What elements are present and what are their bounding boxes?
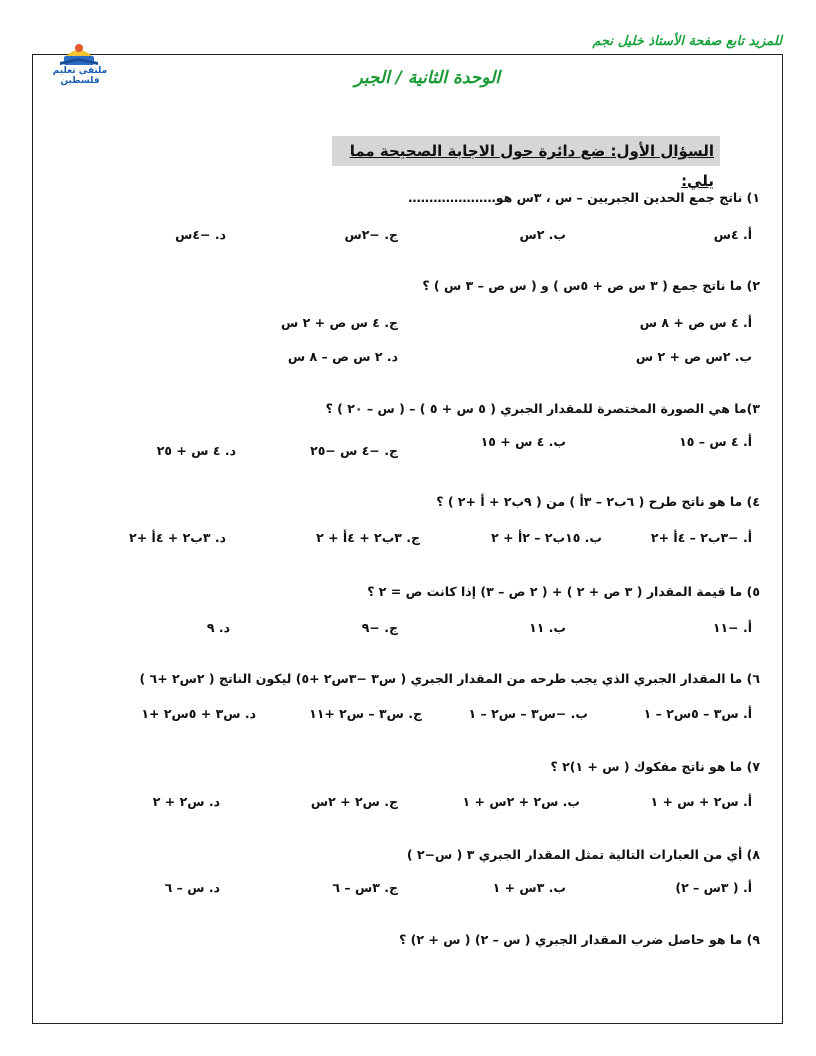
question-5: ٥) ما قيمة المقدار ( ٣ ص + ٢ ) + ( ٢ ص – ٣) إذا كانت ص = ٢ ؟ <box>367 584 760 599</box>
option-q2-c[interactable]: ج. ٤ س ص + ٢ س <box>281 315 398 330</box>
option-q3-a[interactable]: أ. ٤ س – ١٥ <box>679 434 752 449</box>
option-q2-b[interactable]: ب. ٢س ص + ٢ س <box>635 349 752 364</box>
option-q6-d[interactable]: د. س٣ + ٥س٢ +١ <box>141 706 256 721</box>
option-q1-b[interactable]: ب. ٢س <box>519 227 566 242</box>
option-q8-a[interactable]: أ. ( ٣س – ٢) <box>675 880 752 895</box>
option-q4-a[interactable]: أ. −٣ب٢ – ٤أ +٢ <box>650 530 752 545</box>
option-q5-c[interactable]: ج. −٩ <box>361 620 398 635</box>
question-9: ٩) ما هو حاصل ضرب المقدار الجبري ( س – ٢) ( س + ٢) ؟ <box>399 932 760 947</box>
option-q5-b[interactable]: ب. ١١ <box>529 620 566 635</box>
option-q2-d[interactable]: د. ٢ س ص – ٨ س <box>287 349 398 364</box>
option-q3-b[interactable]: ب. ٤ س + ١٥ <box>480 434 566 449</box>
teacher-credit: للمزيد تابع صفحة الأستاذ خليل نجم <box>592 34 782 49</box>
unit-title: الوحدة الثانية / الجبر <box>354 68 500 88</box>
question-3: ٣)ما هي الصورة المختصرة للمقدار الجبري ( ٥ س + ٥ ) – ( س – ٢٠ ) ؟ <box>325 401 760 416</box>
option-q7-c[interactable]: ج. س٢ + ٢س <box>310 794 398 809</box>
option-q6-c[interactable]: ج. س٣ – س٢ +١١ <box>309 706 422 721</box>
option-q6-b[interactable]: ب. −س٣ – س٢ – ١ <box>468 706 588 721</box>
section-title: السؤال الأول: ضع دائرة حول الاجابة الصحيحة مما يلي: <box>332 136 720 166</box>
option-q4-d[interactable]: د. ٣ب٢ + ٤أ +٢ <box>129 530 226 545</box>
question-2: ٢) ما ناتج جمع ( ٣ س ص + ٥س ) و ( س ص – ٣ س ) ؟ <box>422 278 760 293</box>
option-q1-a[interactable]: أ. ٤س <box>713 227 752 242</box>
option-q2-a[interactable]: أ. ٤ س ص + ٨ س <box>639 315 752 330</box>
option-q3-c[interactable]: ج. −٤ س −٢٥ <box>310 443 398 458</box>
option-q4-c[interactable]: ج. ٣ب٢ + ٤أ + ٢ <box>316 530 420 545</box>
option-q6-a[interactable]: أ. س٣ – ٥س٢ – ١ <box>643 706 752 721</box>
option-q7-b[interactable]: ب. س٢ + ٢س + ١ <box>462 794 580 809</box>
option-q7-a[interactable]: أ. س٢ + س + ١ <box>650 794 752 809</box>
question-8: ٨) أي من العبارات التالية تمثل المقدار الجبري ٣ ( س−٢ ) <box>406 847 760 862</box>
option-q1-d[interactable]: د. −٤س <box>175 227 226 242</box>
option-q1-c[interactable]: ج. −٢س <box>344 227 398 242</box>
option-q5-d[interactable]: د. ٩ <box>206 620 230 635</box>
question-7: ٧) ما هو ناتج مفكوك ( س + ١)٢ ؟ <box>550 759 760 774</box>
question-1: ١) ناتج جمع الحدين الجبريين – س ، ٣س هو………………… <box>408 190 760 205</box>
option-q3-d[interactable]: د. ٤ س + ٢٥ <box>156 443 236 458</box>
question-6: ٦) ما المقدار الجبري الذي يجب طرحه من المقدار الجبري ( س٣ −٣س٢ +٥) ليكون الناتج ( ٢س٢ +٦ ) <box>139 671 760 686</box>
option-q8-d[interactable]: د. س – ٦ <box>164 880 220 895</box>
option-q8-b[interactable]: ب. ٣س + ١ <box>492 880 566 895</box>
question-4: ٤) ما هو ناتج طرح ( ٦ب٢ – ٣أ ) من ( ٩ب٢ + أ +٢ ) ؟ <box>436 494 760 509</box>
option-q8-c[interactable]: ج. ٣س – ٦ <box>332 880 398 895</box>
option-q7-d[interactable]: د. س٢ + ٢ <box>152 794 220 809</box>
logo-caption: ملتقى تعليم فلسطين <box>52 66 108 86</box>
option-q5-a[interactable]: أ. −١١ <box>712 620 752 635</box>
option-q4-b[interactable]: ب. ١٥ب٢ – ٢أ + ٢ <box>491 530 602 545</box>
